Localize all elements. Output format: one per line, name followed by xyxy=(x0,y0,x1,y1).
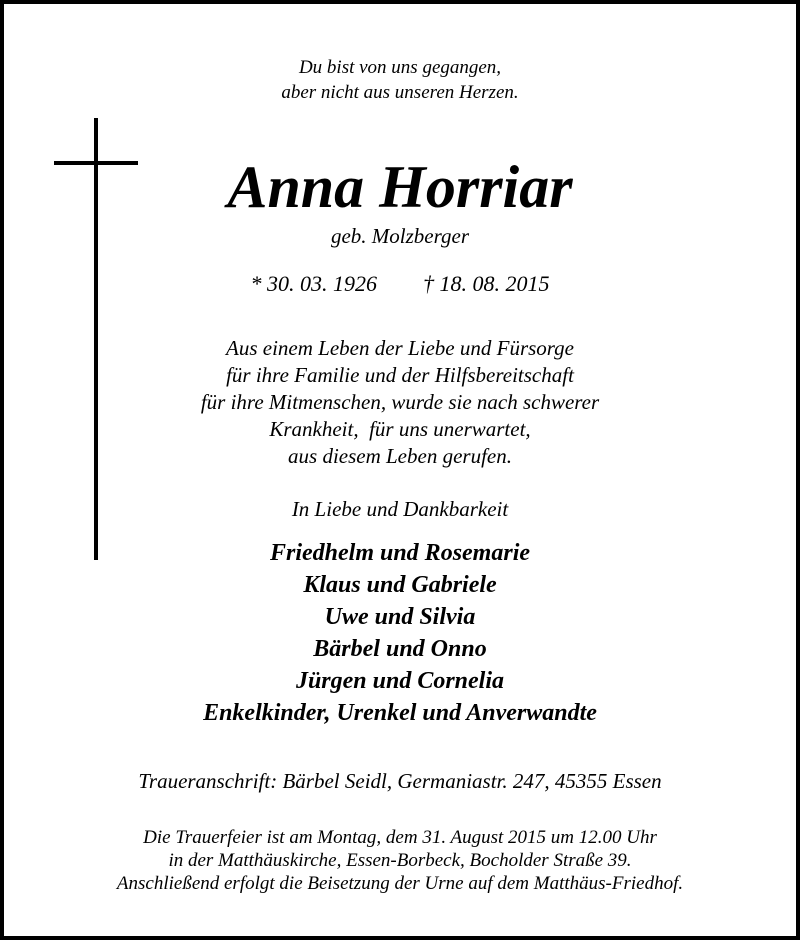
mourner-entry: Jürgen und Cornelia xyxy=(295,668,505,694)
mourner-entry: Klaus und Gabriele xyxy=(303,572,497,598)
bio-line: Krankheit, für uns unerwartet, xyxy=(269,417,531,441)
mourner-entry: Enkelkinder, Urenkel und Anverwandte xyxy=(203,700,597,726)
bio-line: aus diesem Leben gerufen. xyxy=(288,444,512,468)
mourner-entry: Uwe und Silvia xyxy=(324,604,476,630)
motto-line: Du bist von uns gegangen, xyxy=(298,57,502,78)
mourning-address: Traueranschrift: Bärbel Seidl, Germaniastr. 247, 45355 Essen xyxy=(138,769,662,793)
funeral-line: Die Trauerfeier ist am Montag, dem 31. August 2015 um 12.00 Uhr xyxy=(143,827,657,848)
mourner-entry: Friedhelm und Rosemarie xyxy=(269,540,531,566)
funeral-line: in der Matthäuskirche, Essen-Borbeck, Bocholder Straße 39. xyxy=(168,850,632,871)
motto xyxy=(0,55,800,105)
funeral-line: Anschließend erfolgt die Beisetzung der Urne auf dem Matthäus-Friedhof. xyxy=(116,873,684,894)
bio-line: Aus einem Leben der Liebe und Fürsorge xyxy=(226,336,574,360)
mourners-list xyxy=(0,537,800,729)
birth-name: geb. Molzberger xyxy=(330,224,470,248)
life-dates xyxy=(0,270,800,298)
bio-line: für ihre Familie und der Hilfsbereitschaft xyxy=(226,363,574,387)
biography-text xyxy=(0,335,800,470)
birth-date: * 30. 03. 1926 xyxy=(250,271,377,296)
mourner-entry: Bärbel und Onno xyxy=(313,636,487,662)
death-date: † 18. 08. 2015 xyxy=(423,271,550,296)
closing-phrase: In Liebe und Dankbarkeit xyxy=(291,497,509,521)
funeral-details xyxy=(0,826,800,895)
motto-line: aber nicht aus unseren Herzen. xyxy=(281,82,519,103)
bio-line: für ihre Mitmenschen, wurde sie nach schwerer xyxy=(200,390,600,414)
deceased-name: Anna Horriar xyxy=(227,154,573,220)
